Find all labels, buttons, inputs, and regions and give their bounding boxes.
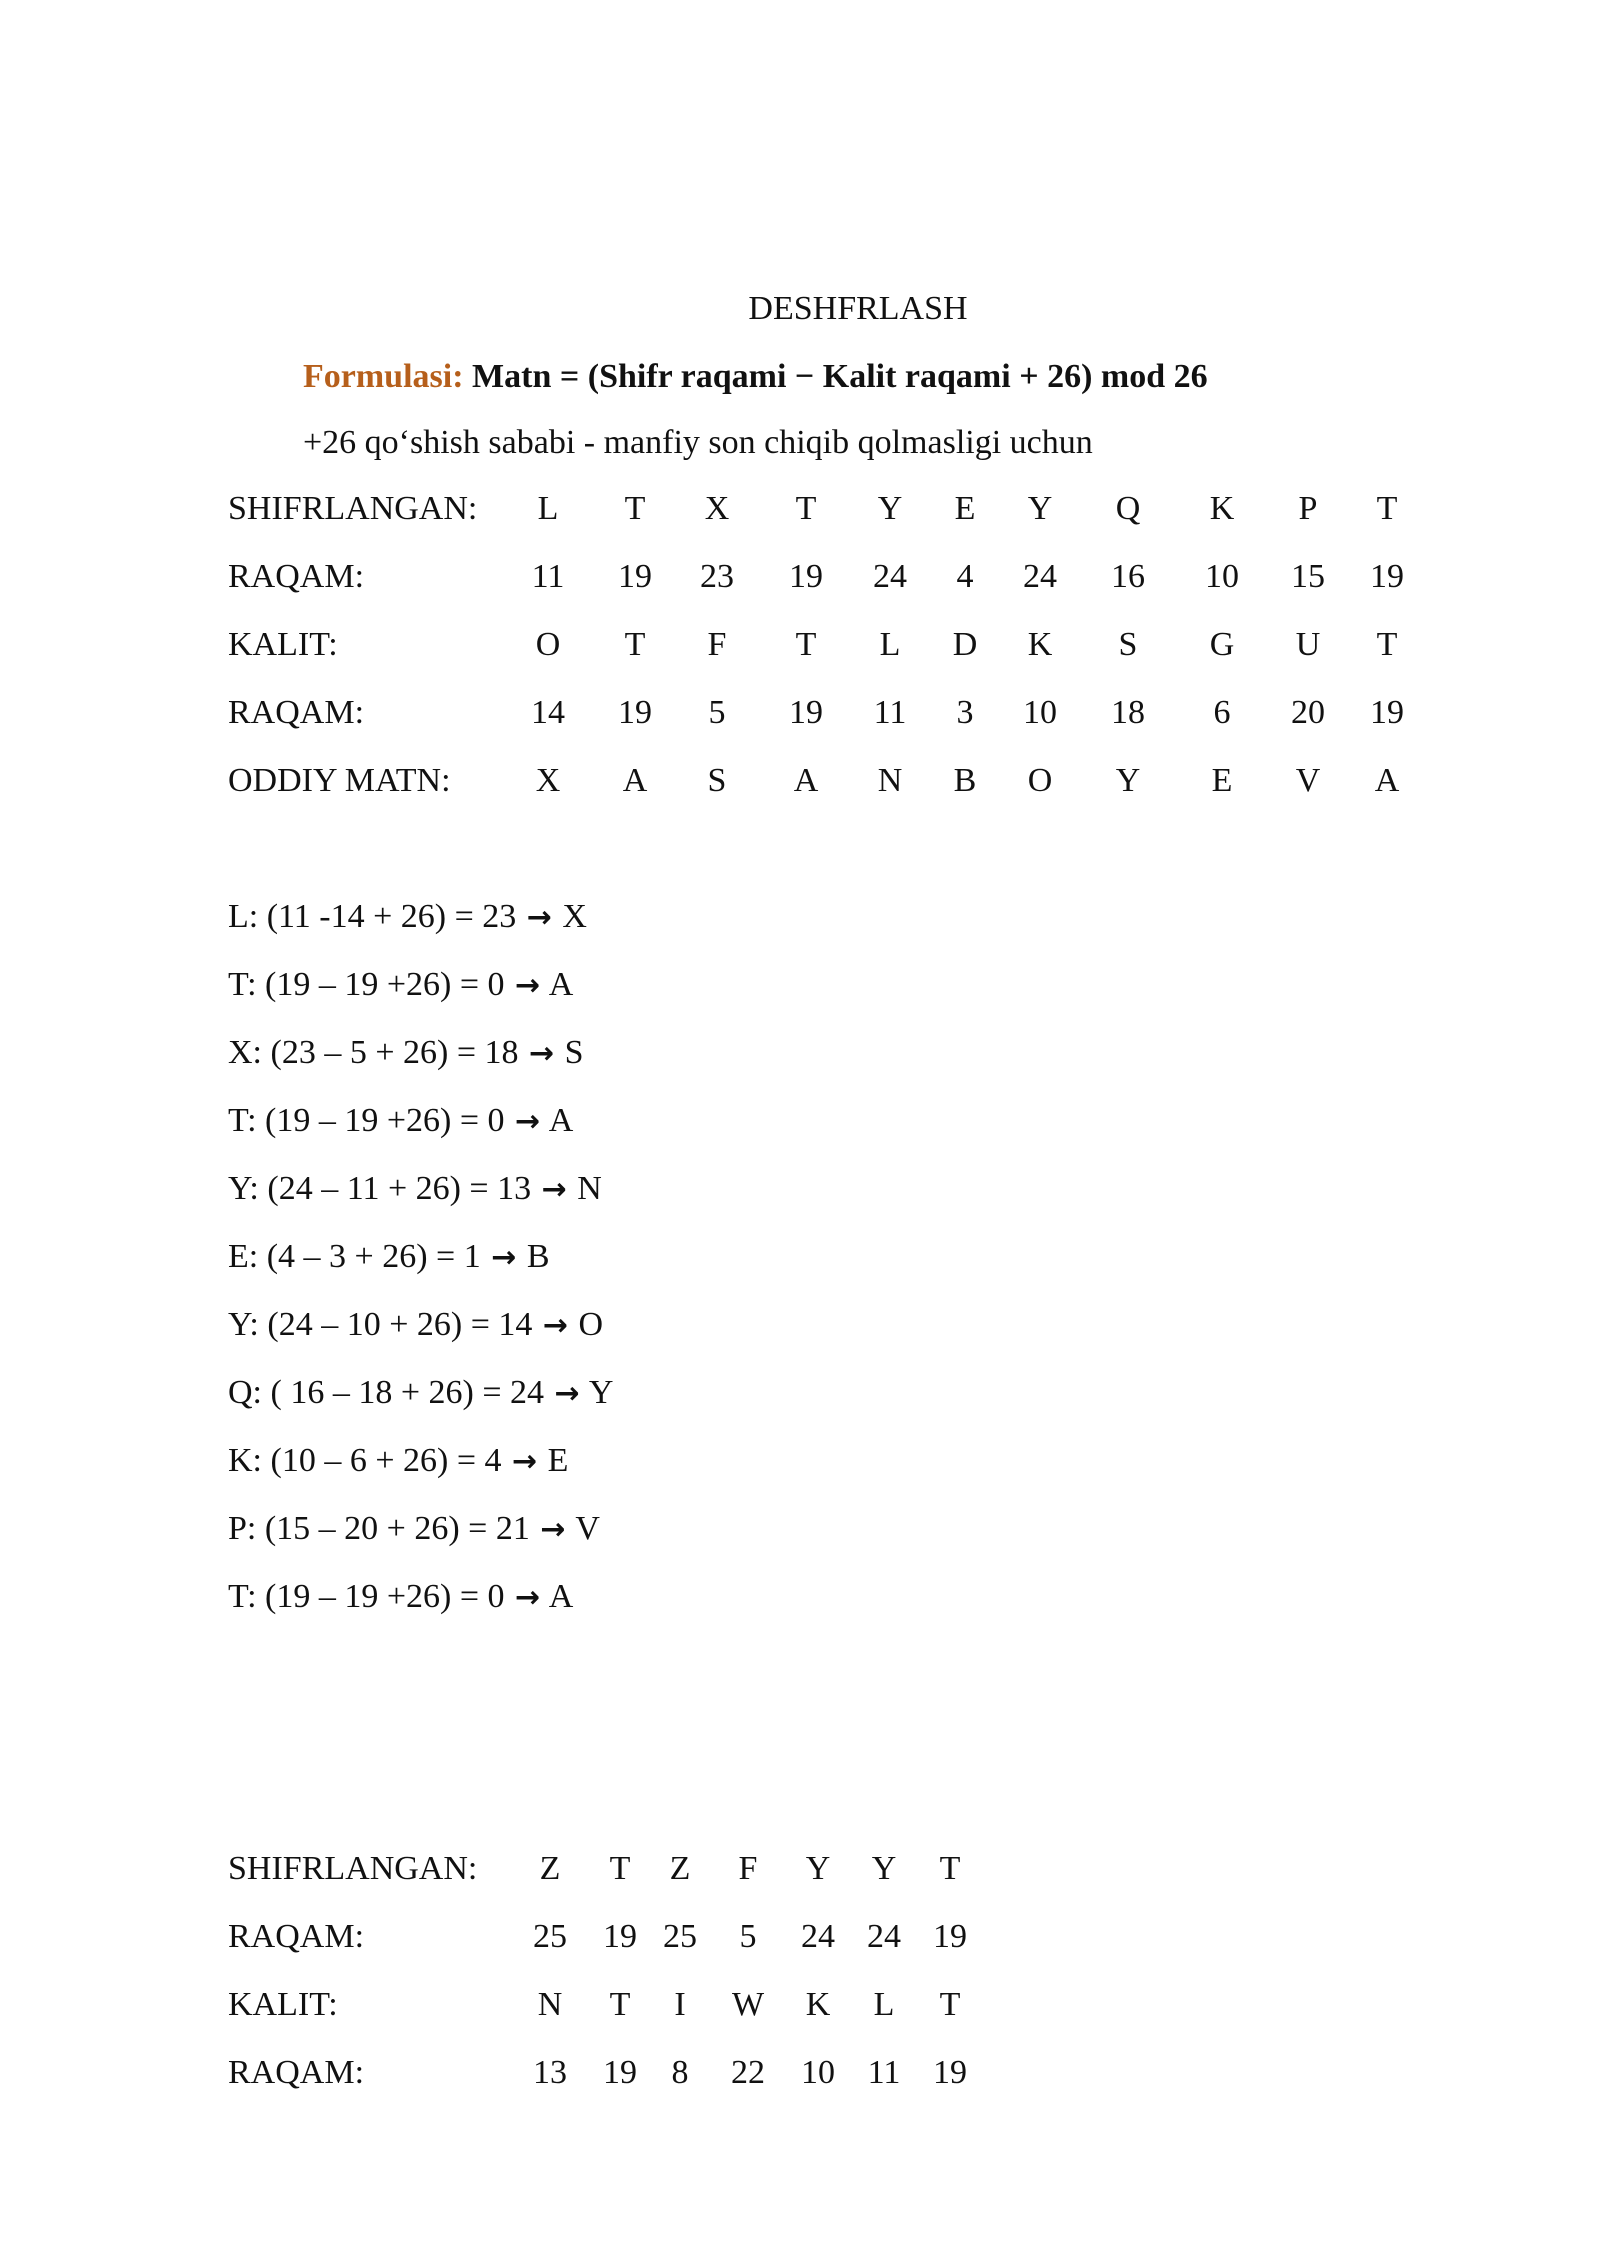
calculation-expression: T: (19 – 19 +26) = 0 (228, 1102, 514, 1139)
calculation-line (228, 1170, 602, 1208)
table-row (228, 694, 1478, 738)
table-cell: 16 (1111, 558, 1145, 595)
calculation-result: E (539, 1442, 569, 1479)
row-label: ODDIY MATN: (228, 762, 451, 799)
table-cell: T (609, 1850, 631, 1887)
right-arrow-icon: → (515, 1104, 541, 1139)
right-arrow-icon: → (554, 1376, 580, 1411)
table-row (228, 1986, 1478, 2030)
right-arrow-icon: → (542, 1308, 569, 1343)
table-cell: T (624, 626, 646, 663)
calculation-expression: E: (4 – 3 + 26) = 1 (228, 1238, 490, 1275)
table-cell: 19 (603, 1918, 637, 1955)
table-cell: O (1027, 762, 1053, 799)
table-cell: 22 (731, 2054, 765, 2091)
right-arrow-icon: → (512, 1444, 538, 1479)
table-cell: X (704, 490, 730, 527)
table-row (228, 1918, 1478, 1962)
table-cell: N (537, 1986, 563, 2023)
table-cell: G (1209, 626, 1235, 663)
calculation-expression: X: (23 – 5 + 26) = 18 (228, 1034, 527, 1071)
row-label: KALIT: (228, 1986, 338, 2023)
row-label: RAQAM: (228, 694, 365, 731)
row-label: RAQAM: (228, 558, 365, 595)
table-cell: T (1376, 626, 1398, 663)
table-cell: Y (805, 1850, 831, 1887)
table-cell: W (731, 1986, 765, 2023)
row-label: SHIFRLANGAN: (228, 490, 478, 527)
calculation-expression: Y: (24 – 10 + 26) = 14 (228, 1306, 541, 1343)
right-arrow-icon: → (515, 1580, 541, 1615)
table-cell: 14 (531, 694, 565, 731)
calculation-line (228, 1306, 603, 1344)
table-cell: T (939, 1850, 961, 1887)
table-cell: L (873, 1986, 895, 2023)
table-cell: 10 (801, 2054, 835, 2091)
right-arrow-icon: → (515, 968, 541, 1003)
table-row (228, 626, 1478, 670)
table-cell: 25 (663, 1918, 697, 1955)
calculation-line (228, 1578, 573, 1616)
table-cell: 15 (1291, 558, 1325, 595)
calculation-result: B (518, 1238, 550, 1275)
table-cell: V (1295, 762, 1321, 799)
table-cell: 25 (533, 1918, 567, 1955)
table-cell: Q (1115, 490, 1141, 527)
table-cell: L (879, 626, 901, 663)
table-cell: 19 (933, 1918, 967, 1955)
right-arrow-icon: → (526, 900, 552, 935)
table-cell: I (674, 1986, 686, 2023)
table-cell: 4 (956, 558, 974, 595)
calculation-line (228, 1442, 568, 1480)
calculation-expression: K: (10 – 6 + 26) = 4 (228, 1442, 510, 1479)
calculation-expression: P: (15 – 20 + 26) = 21 (228, 1510, 539, 1547)
calculation-result: A (542, 1578, 574, 1615)
table-cell: D (952, 626, 978, 663)
table-cell: 24 (867, 1918, 901, 1955)
table-cell: 13 (533, 2054, 567, 2091)
row-label: RAQAM: (228, 1918, 365, 1955)
table-cell: 19 (789, 694, 823, 731)
table-cell: K (1027, 626, 1053, 663)
right-arrow-icon: → (491, 1240, 517, 1275)
table-cell: 11 (531, 558, 565, 595)
table-cell: Z (669, 1850, 691, 1887)
table-cell: S (707, 762, 727, 799)
table-cell: 24 (1023, 558, 1057, 595)
right-arrow-icon: → (540, 1512, 566, 1547)
table-cell: 10 (1023, 694, 1057, 731)
calculation-result: A (542, 1102, 574, 1139)
table-cell: T (795, 626, 817, 663)
table-cell: 11 (873, 694, 907, 731)
table-cell: 19 (1370, 694, 1404, 731)
calculation-result: V (567, 1510, 600, 1547)
calculation-result: X (553, 898, 587, 935)
calculation-result: N (568, 1170, 602, 1207)
calculation-line (228, 1510, 600, 1548)
table-cell: 5 (739, 1918, 757, 1955)
right-arrow-icon: → (529, 1036, 555, 1071)
calculation-result: O (570, 1306, 604, 1343)
table-row (228, 1850, 1478, 1894)
table-row (228, 490, 1478, 534)
table-cell: K (805, 1986, 831, 2023)
table-cell: 19 (618, 694, 652, 731)
table-cell: 18 (1111, 694, 1145, 731)
table-cell: 5 (708, 694, 726, 731)
table-cell: 11 (867, 2054, 901, 2091)
table-cell: B (953, 762, 977, 799)
table-cell: O (535, 626, 561, 663)
calculation-result: S (556, 1034, 584, 1071)
table-cell: 19 (603, 2054, 637, 2091)
table-cell: 19 (618, 558, 652, 595)
table-cell: 6 (1213, 694, 1231, 731)
table-cell: X (535, 762, 561, 799)
right-arrow-icon: → (541, 1172, 567, 1207)
table-cell: T (1376, 490, 1398, 527)
table-cell: 24 (801, 1918, 835, 1955)
formula-label: Formulasi: (303, 358, 464, 395)
formula-note: +26 qo‘shish sababi - manfiy son chiqib qolmasligi uchun (303, 424, 1093, 461)
table-row (228, 762, 1478, 806)
calculation-expression: Q: ( 16 – 18 + 26) = 24 (228, 1374, 553, 1411)
table-cell: N (877, 762, 903, 799)
calculation-expression: T: (19 – 19 +26) = 0 (228, 1578, 514, 1615)
table-cell: Y (871, 1850, 897, 1887)
table-cell: L (537, 490, 559, 527)
table-cell: E (954, 490, 976, 527)
formula-line (303, 358, 1208, 396)
table-cell: T (939, 1986, 961, 2023)
row-label: KALIT: (228, 626, 338, 663)
calculation-line (228, 1238, 550, 1276)
table-cell: Y (1115, 762, 1141, 799)
table-cell: Y (1027, 490, 1053, 527)
calculation-result: A (542, 966, 574, 1003)
calculation-line (228, 1374, 613, 1412)
calculation-line (228, 1102, 573, 1140)
table-cell: F (738, 1850, 758, 1887)
table-cell: U (1295, 626, 1321, 663)
calculation-line (228, 898, 587, 936)
table-cell: 10 (1205, 558, 1239, 595)
table-cell: P (1298, 490, 1318, 527)
table-cell: K (1209, 490, 1235, 527)
table-cell: E (1211, 762, 1233, 799)
table-cell: Y (877, 490, 903, 527)
table-cell: F (707, 626, 727, 663)
calculation-expression: T: (19 – 19 +26) = 0 (228, 966, 514, 1003)
table-cell: 8 (671, 2054, 689, 2091)
table-cell: 20 (1291, 694, 1325, 731)
table-row (228, 2054, 1478, 2098)
table-cell: T (624, 490, 646, 527)
table-cell: S (1118, 626, 1138, 663)
table-cell: 24 (873, 558, 907, 595)
row-label: SHIFRLANGAN: (228, 1850, 478, 1887)
calculation-result: Y (581, 1374, 614, 1411)
table-cell: T (609, 1986, 631, 2023)
formula-text: Matn = (Shifr raqami − Kalit raqami + 26) mod 26 (472, 358, 1208, 395)
table-cell: A (793, 762, 819, 799)
calculation-expression: Y: (24 – 11 + 26) = 13 (228, 1170, 540, 1207)
table-cell: 3 (956, 694, 974, 731)
table-cell: 19 (1370, 558, 1404, 595)
table-row (228, 558, 1478, 602)
table-cell: A (1374, 762, 1400, 799)
table-cell: A (622, 762, 648, 799)
calculation-expression: L: (11 -14 + 26) = 23 (228, 898, 525, 935)
table-cell: 19 (933, 2054, 967, 2091)
table-cell: 19 (789, 558, 823, 595)
table-cell: T (795, 490, 817, 527)
table-cell: 23 (700, 558, 734, 595)
table-cell: Z (539, 1850, 561, 1887)
page-title: DESHFRLASH (748, 290, 968, 327)
calculation-line (228, 966, 573, 1004)
row-label: RAQAM: (228, 2054, 365, 2091)
calculation-line (228, 1034, 584, 1072)
